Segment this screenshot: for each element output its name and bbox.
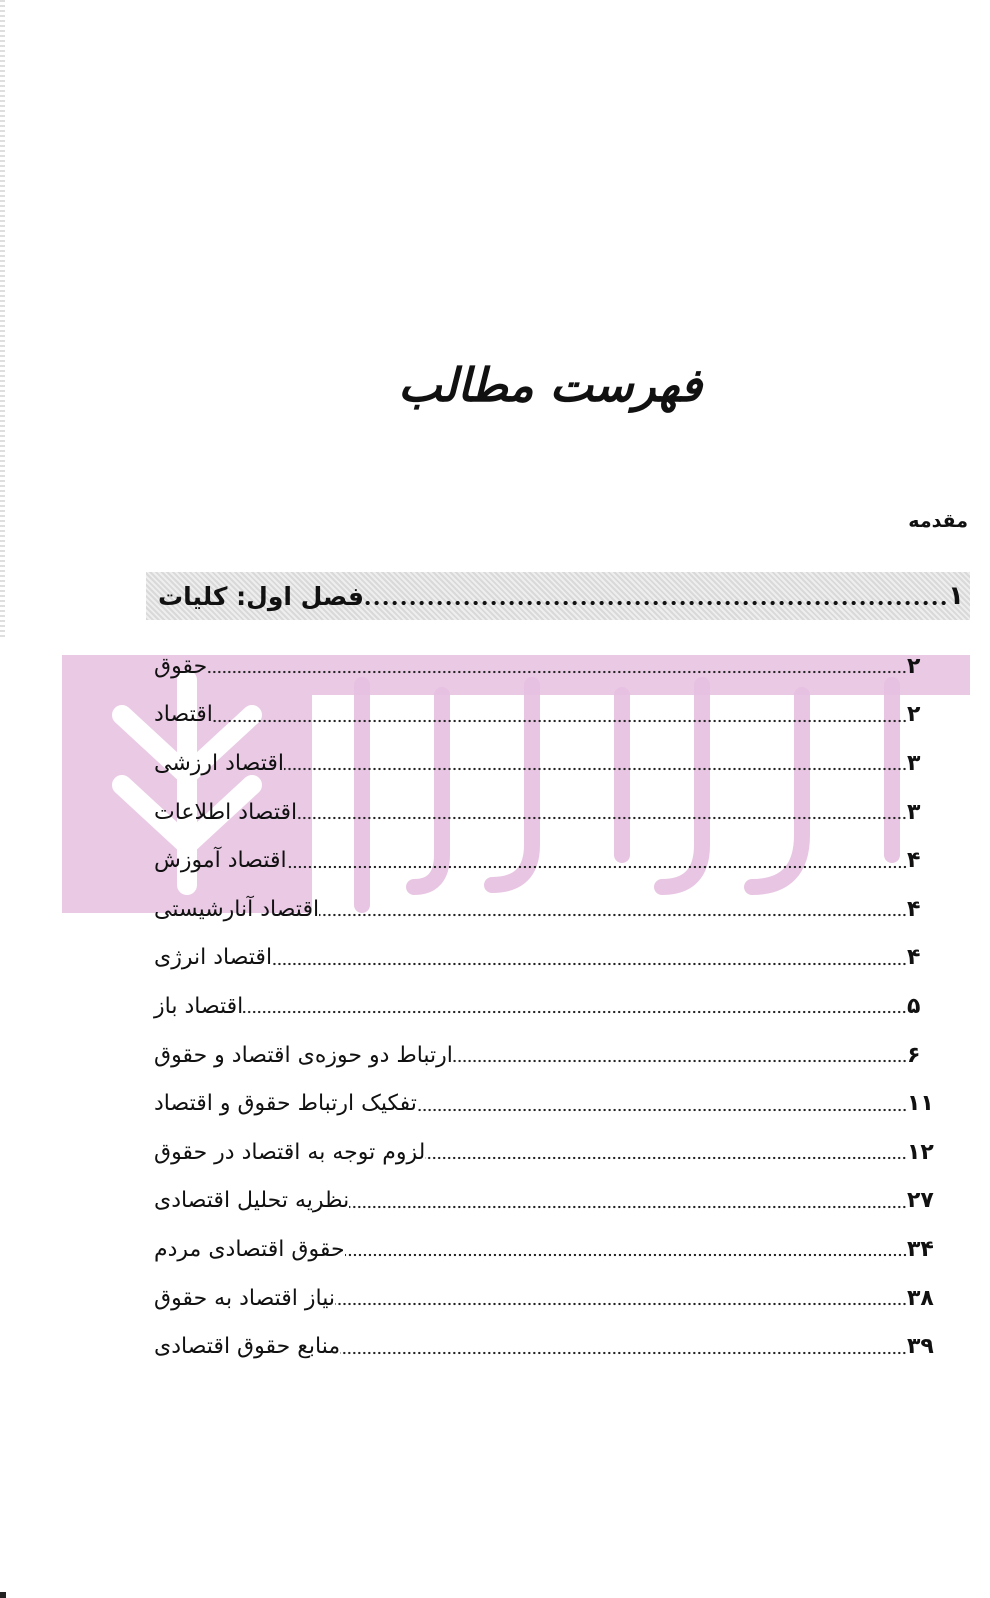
toc-entry xyxy=(150,836,945,885)
toc-page-number: ۳ xyxy=(907,750,921,776)
toc-entry-title: نیاز اقتصاد به حقوق xyxy=(154,1285,335,1311)
toc-entry-title: اقتصاد آنارشیستی xyxy=(154,896,320,922)
toc-dot-leader xyxy=(287,865,907,869)
toc-dot-leader xyxy=(319,913,907,917)
toc-page-number: ۳۴ xyxy=(907,1236,934,1262)
toc-page-number: ۳۹ xyxy=(907,1334,934,1360)
toc-page-number: ۱۱ xyxy=(907,1091,934,1117)
toc-entry-title: اقتصاد انرژی xyxy=(154,945,273,971)
chapter-entry xyxy=(150,574,968,618)
toc-page-number: ۴ xyxy=(907,896,921,922)
toc-entry-title: اقتصاد باز xyxy=(154,993,244,1019)
toc-entry-title: ارتباط دو حوزه‌ی اقتصاد و حقوق xyxy=(154,1042,453,1068)
chapter-dot-leader xyxy=(364,600,948,606)
toc-dot-leader xyxy=(213,719,907,723)
toc-entry xyxy=(150,788,945,837)
toc-dot-leader xyxy=(345,1253,907,1257)
toc-dot-leader xyxy=(349,1205,907,1209)
toc-page-number: ۴ xyxy=(907,945,921,971)
toc-dot-leader xyxy=(243,1010,907,1014)
page-title: فهرست مطالب xyxy=(398,358,702,412)
toc-entry-title: اقتصاد آموزش xyxy=(154,848,287,874)
toc-list xyxy=(150,642,945,1371)
toc-page-number: ۵ xyxy=(907,993,921,1019)
toc-page-number: ۴ xyxy=(907,848,921,874)
toc-entry-title: نظریه تحلیل اقتصادی xyxy=(154,1188,350,1214)
toc-page-number: ۲۷ xyxy=(907,1188,934,1214)
chapter-title: فصل اول: کلیات xyxy=(158,581,364,611)
toc-page-number: ۳ xyxy=(907,799,921,825)
intro-heading: مقدمه xyxy=(908,510,968,532)
toc-dot-leader xyxy=(453,1059,907,1063)
toc-entry-title: لزوم توجه به اقتصاد در حقوق xyxy=(154,1139,426,1165)
toc-entry xyxy=(150,1322,945,1371)
toc-dot-leader xyxy=(425,1156,907,1160)
toc-entry xyxy=(150,1079,945,1128)
toc-dot-leader xyxy=(335,1302,907,1306)
toc-entry-title: اقتصاد xyxy=(154,702,213,728)
toc-dot-leader xyxy=(207,670,907,674)
toc-entry xyxy=(150,885,945,934)
toc-entry xyxy=(150,1031,945,1080)
toc-dot-leader xyxy=(272,962,907,966)
toc-entry-title: حقوق اقتصادی مردم xyxy=(154,1236,345,1262)
toc-page-number: ۱۲ xyxy=(907,1139,934,1165)
toc-entry xyxy=(150,691,945,740)
toc-entry xyxy=(150,739,945,788)
scan-edge xyxy=(0,0,5,640)
toc-dot-leader xyxy=(284,767,907,771)
chapter-page-number: ۱ xyxy=(948,581,964,611)
toc-entry xyxy=(150,1225,945,1274)
toc-page-number: ۳۸ xyxy=(907,1285,934,1311)
toc-entry xyxy=(150,642,945,691)
toc-entry-title: تفکیک ارتباط حقوق و اقتصاد xyxy=(154,1091,417,1117)
scan-corner-mark xyxy=(0,1592,6,1598)
toc-dot-leader xyxy=(297,816,907,820)
toc-entry-title: منابع حقوق اقتصادی xyxy=(154,1334,341,1360)
toc-entry xyxy=(150,1274,945,1323)
toc-entry xyxy=(150,934,945,983)
toc-dot-leader xyxy=(340,1351,907,1355)
toc-entry xyxy=(150,1128,945,1177)
toc-dot-leader xyxy=(417,1108,907,1112)
toc-entry-title: اقتصاد ارزشی xyxy=(154,750,284,776)
toc-page-number: ۲ xyxy=(907,702,921,728)
toc-entry xyxy=(150,1177,945,1226)
toc-entry-title: حقوق xyxy=(154,653,208,679)
toc-page-number: ۲ xyxy=(907,653,921,679)
toc-entry xyxy=(150,982,945,1031)
toc-page-number: ۶ xyxy=(907,1042,921,1068)
toc-entry-title: اقتصاد اطلاعات xyxy=(154,799,298,825)
